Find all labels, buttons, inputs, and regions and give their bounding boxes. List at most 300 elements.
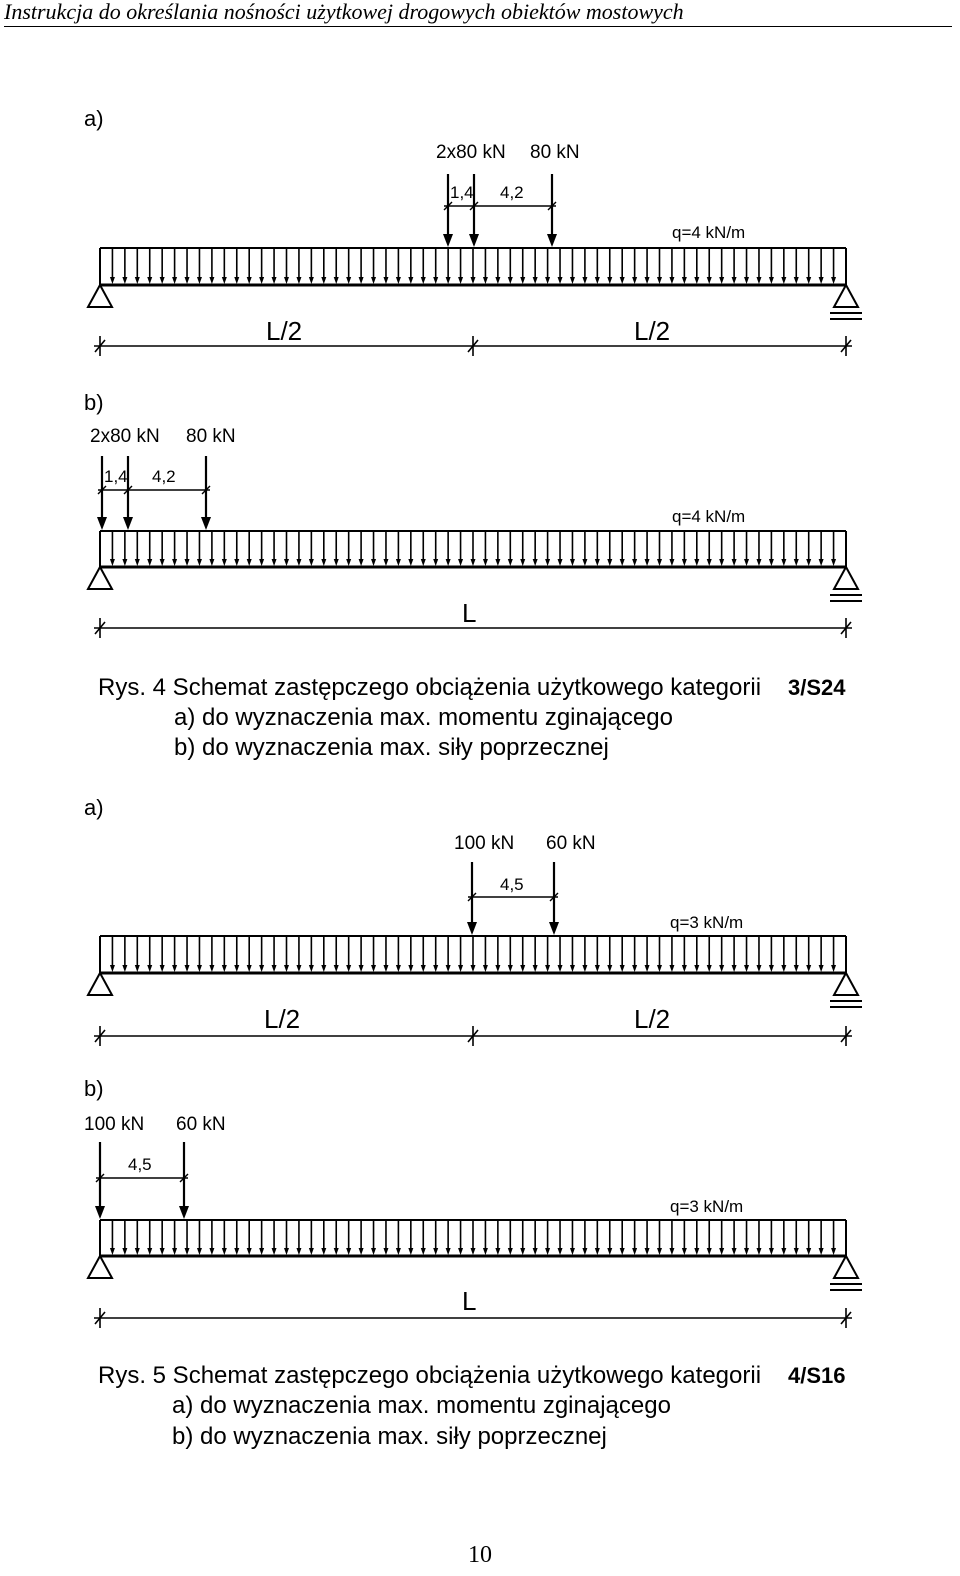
figure4-diagram-a xyxy=(84,106,862,356)
roller-support xyxy=(834,285,858,307)
distributed-load-arrowhead xyxy=(110,277,115,284)
span-label-left: L/2 xyxy=(264,1004,301,1034)
distributed-load-arrowhead xyxy=(558,559,563,566)
pin-support xyxy=(88,567,112,589)
distributed-load-arrowhead xyxy=(135,559,140,566)
distributed-load-arrowhead xyxy=(471,277,476,284)
distributed-load-arrowhead xyxy=(222,965,227,972)
distributed-load-arrowhead xyxy=(508,277,513,284)
distributed-load-arrowhead xyxy=(570,965,575,972)
distributed-load-arrowhead xyxy=(495,277,500,284)
distributed-load-arrowhead xyxy=(483,277,488,284)
dimension-label-1: 4,5 xyxy=(128,1155,152,1174)
distributed-load-arrowhead xyxy=(433,1248,438,1255)
distributed-load-arrowhead xyxy=(284,965,289,972)
distributed-load-arrowhead xyxy=(508,965,513,972)
distributed-load-arrowhead xyxy=(284,1248,289,1255)
dimension-label-2: 4,2 xyxy=(500,183,524,202)
distributed-load-arrowhead xyxy=(185,277,190,284)
distributed-load-arrowhead xyxy=(371,965,376,972)
distributed-load-arrowhead xyxy=(259,965,264,972)
caption-line-3: b) do wyznaczenia max. siły poprzecznej xyxy=(174,734,609,761)
distributed-load-arrowhead xyxy=(122,559,127,566)
distributed-load-arrowhead xyxy=(272,965,277,972)
distributed-load-arrowhead xyxy=(122,277,127,284)
distributed-load-arrowhead xyxy=(769,559,774,566)
distributed-load-arrowhead xyxy=(645,965,650,972)
distributed-load-arrowhead xyxy=(806,277,811,284)
distributed-load-arrowhead xyxy=(806,965,811,972)
distributed-load-arrowhead xyxy=(321,1248,326,1255)
distributed-load-arrowhead xyxy=(570,559,575,566)
distributed-load-arrowhead xyxy=(209,559,214,566)
distributed-load-arrowhead xyxy=(508,559,513,566)
distributed-load-arrowhead xyxy=(185,1248,190,1255)
distributed-load-arrowhead xyxy=(234,965,239,972)
distributed-load-arrowhead xyxy=(359,965,364,972)
distributed-load-arrowhead xyxy=(645,559,650,566)
distributed-load-arrowhead xyxy=(819,277,824,284)
distributed-load-arrowhead xyxy=(794,1248,799,1255)
distributed-load-arrowhead xyxy=(558,277,563,284)
distributed-load-arrowhead xyxy=(383,965,388,972)
distributed-load-arrowhead xyxy=(719,559,724,566)
distributed-load-arrowhead xyxy=(645,277,650,284)
concentrated-load-arrowhead xyxy=(549,922,559,935)
figure4-caption xyxy=(98,674,846,761)
caption-line-3: b) do wyznaczenia max. siły poprzecznej xyxy=(172,1423,607,1450)
distributed-load-arrowhead xyxy=(682,965,687,972)
distributed-load-arrowhead xyxy=(160,1248,165,1255)
distributed-load-arrowhead xyxy=(707,1248,712,1255)
caption-line-2: a) do wyznaczenia max. momentu zginającego xyxy=(174,704,673,731)
load-label-2: 60 kN xyxy=(546,833,596,854)
load-label-2: 80 kN xyxy=(186,426,236,447)
distributed-load-arrowhead xyxy=(197,277,202,284)
distributed-load-arrowhead xyxy=(595,965,600,972)
distributed-load-arrowhead xyxy=(309,965,314,972)
distributed-load-arrowhead xyxy=(756,277,761,284)
beam-assembly xyxy=(88,862,862,1046)
distributed-load-arrowhead xyxy=(197,965,202,972)
distributed-load-arrowhead xyxy=(309,1248,314,1255)
distributed-load-arrowhead xyxy=(383,1248,388,1255)
distributed-load-arrowhead xyxy=(520,1248,525,1255)
distributed-load-arrowhead xyxy=(732,1248,737,1255)
concentrated-load-arrowhead xyxy=(123,517,133,530)
distributed-load-arrowhead xyxy=(147,559,152,566)
pin-support xyxy=(88,285,112,307)
distributed-load-arrowhead xyxy=(185,559,190,566)
distributed-load-arrowhead xyxy=(495,1248,500,1255)
distributed-load-arrowhead xyxy=(147,1248,152,1255)
distributed-load-arrowhead xyxy=(632,965,637,972)
distributed-load-arrowhead xyxy=(471,1248,476,1255)
distributed-load-arrowhead xyxy=(769,277,774,284)
dimension-label-1: 1,4 xyxy=(104,467,128,486)
diagram-label: b) xyxy=(84,390,104,415)
distributed-load-arrowhead xyxy=(471,559,476,566)
figure5-diagram-a xyxy=(84,795,862,1046)
distributed-load-arrowhead xyxy=(135,277,140,284)
distributed-load-arrowhead xyxy=(483,559,488,566)
distributed-load-arrowhead xyxy=(197,559,202,566)
distributed-load-arrowhead xyxy=(794,559,799,566)
distributed-load-arrowhead xyxy=(707,965,712,972)
distributed-load-arrowhead xyxy=(694,965,699,972)
distributed-load-arrowhead xyxy=(520,965,525,972)
pin-support xyxy=(88,1256,112,1278)
load-label-2: 60 kN xyxy=(176,1114,226,1135)
distributed-load-arrowhead xyxy=(794,277,799,284)
load-label-1: 100 kN xyxy=(454,833,515,854)
distributed-load-arrowhead xyxy=(831,965,836,972)
header-title: Instrukcja do określania nośności użytkowej drogowych obiektów mostowych xyxy=(4,0,684,24)
distributed-load-arrowhead xyxy=(110,1248,115,1255)
distributed-load-arrowhead xyxy=(346,277,351,284)
distributed-load-arrowhead xyxy=(209,965,214,972)
distributed-load-arrowhead xyxy=(172,1248,177,1255)
distributed-load-arrowhead xyxy=(247,559,252,566)
distributed-load-arrowhead xyxy=(657,559,662,566)
distributed-load-arrowhead xyxy=(582,1248,587,1255)
distributed-load-arrowhead xyxy=(446,965,451,972)
distributed-load-arrowhead xyxy=(396,965,401,972)
distributed-load-arrowhead xyxy=(272,559,277,566)
distributed-load-arrowhead xyxy=(408,559,413,566)
distributed-load-arrowhead xyxy=(408,277,413,284)
distributed-load-arrowhead xyxy=(421,965,426,972)
distributed-load-arrowhead xyxy=(135,965,140,972)
distributed-load-arrowhead xyxy=(110,965,115,972)
distributed-load-arrowhead xyxy=(296,1248,301,1255)
distributed-load-arrowhead xyxy=(334,559,339,566)
distributed-load-arrowhead xyxy=(620,559,625,566)
distributed-load-arrowhead xyxy=(719,965,724,972)
distributed-load-arrowhead xyxy=(558,965,563,972)
distributed-load-label: q=3 kN/m xyxy=(670,913,744,932)
caption-line-2: a) do wyznaczenia max. momentu zginającego xyxy=(172,1392,671,1419)
distributed-load-arrowhead xyxy=(682,1248,687,1255)
distributed-load-arrowhead xyxy=(756,1248,761,1255)
distributed-load-arrowhead xyxy=(607,1248,612,1255)
distributed-load-label: q=3 kN/m xyxy=(670,1197,744,1216)
span-label: L xyxy=(462,1286,477,1316)
distributed-load-arrowhead xyxy=(620,277,625,284)
distributed-load-arrowhead xyxy=(421,277,426,284)
distributed-load-arrowhead xyxy=(334,965,339,972)
distributed-load-arrowhead xyxy=(483,1248,488,1255)
caption-category: 3/S24 xyxy=(788,675,846,700)
distributed-load-arrowhead xyxy=(446,559,451,566)
distributed-load-arrowhead xyxy=(595,1248,600,1255)
distributed-load-arrowhead xyxy=(533,1248,538,1255)
distributed-load-arrowhead xyxy=(682,277,687,284)
distributed-load-arrowhead xyxy=(247,965,252,972)
distributed-load-arrowhead xyxy=(520,277,525,284)
beam-assembly xyxy=(88,174,862,356)
distributed-load-arrowhead xyxy=(570,277,575,284)
distributed-load-arrowhead xyxy=(669,559,674,566)
distributed-load-arrowhead xyxy=(433,277,438,284)
concentrated-load-arrowhead xyxy=(179,1206,189,1219)
distributed-load-arrowhead xyxy=(533,559,538,566)
distributed-load-arrowhead xyxy=(296,965,301,972)
distributed-load-arrowhead xyxy=(458,1248,463,1255)
distributed-load-arrowhead xyxy=(446,277,451,284)
distributed-load-arrowhead xyxy=(222,277,227,284)
distributed-load-arrowhead xyxy=(172,559,177,566)
distributed-load-arrowhead xyxy=(732,559,737,566)
distributed-load-arrowhead xyxy=(371,559,376,566)
figure5-caption xyxy=(98,1362,846,1450)
distributed-load-arrowhead xyxy=(744,277,749,284)
distributed-load-arrowhead xyxy=(309,559,314,566)
distributed-load-arrowhead xyxy=(645,1248,650,1255)
distributed-load-arrowhead xyxy=(570,1248,575,1255)
distributed-load-arrowhead xyxy=(756,559,761,566)
distributed-load-arrowhead xyxy=(694,559,699,566)
distributed-load-arrowhead xyxy=(296,559,301,566)
distributed-load-arrowhead xyxy=(533,277,538,284)
distributed-load-arrowhead xyxy=(321,965,326,972)
load-label-1: 2x80 kN xyxy=(436,142,506,163)
distributed-load-arrowhead xyxy=(383,277,388,284)
distributed-load-arrowhead xyxy=(545,965,550,972)
distributed-load-arrowhead xyxy=(669,277,674,284)
diagram-label: b) xyxy=(84,1076,104,1101)
distributed-load-arrowhead xyxy=(185,965,190,972)
dimension-label-2: 4,2 xyxy=(152,467,176,486)
distributed-load-arrowhead xyxy=(545,1248,550,1255)
distributed-load-arrowhead xyxy=(744,559,749,566)
span-label: L xyxy=(462,598,477,628)
concentrated-load-arrowhead xyxy=(97,517,107,530)
distributed-load-arrowhead xyxy=(346,559,351,566)
figure4-diagram-b xyxy=(84,390,862,638)
distributed-load-arrowhead xyxy=(781,965,786,972)
distributed-load-arrowhead xyxy=(359,559,364,566)
distributed-load-arrowhead xyxy=(781,277,786,284)
span-label-right: L/2 xyxy=(634,1004,671,1034)
distributed-load-arrowhead xyxy=(284,277,289,284)
distributed-load-arrowhead xyxy=(483,965,488,972)
caption-line-1: Rys. 5 Schemat zastępczego obciążenia użytkowego kategorii xyxy=(98,1362,762,1389)
distributed-load-arrowhead xyxy=(408,965,413,972)
distributed-load-arrowhead xyxy=(309,277,314,284)
distributed-load-arrowhead xyxy=(135,1248,140,1255)
page-number: 10 xyxy=(468,1542,492,1568)
distributed-load-arrowhead xyxy=(620,965,625,972)
distributed-load-arrowhead xyxy=(495,965,500,972)
distributed-load-arrowhead xyxy=(147,965,152,972)
pin-support xyxy=(88,973,112,995)
distributed-load-arrowhead xyxy=(756,965,761,972)
distributed-load-arrowhead xyxy=(321,277,326,284)
load-label-2: 80 kN xyxy=(530,142,580,163)
distributed-load-arrowhead xyxy=(707,559,712,566)
distributed-load-arrowhead xyxy=(147,277,152,284)
load-label-1: 2x80 kN xyxy=(90,426,160,447)
caption-category: 4/S16 xyxy=(788,1363,846,1388)
concentrated-load-arrowhead xyxy=(469,234,479,247)
distributed-load-arrowhead xyxy=(582,277,587,284)
diagram-label: a) xyxy=(84,795,104,820)
distributed-load-arrowhead xyxy=(209,1248,214,1255)
distributed-load-arrowhead xyxy=(632,1248,637,1255)
distributed-load-arrowhead xyxy=(172,965,177,972)
distributed-load-arrowhead xyxy=(222,559,227,566)
distributed-load-arrowhead xyxy=(806,1248,811,1255)
distributed-load-arrowhead xyxy=(359,277,364,284)
distributed-load-arrowhead xyxy=(607,965,612,972)
concentrated-load-arrowhead xyxy=(467,922,477,935)
distributed-load-arrowhead xyxy=(669,965,674,972)
distributed-load-arrowhead xyxy=(471,965,476,972)
distributed-load-arrowhead xyxy=(607,559,612,566)
distributed-load-arrowhead xyxy=(396,1248,401,1255)
distributed-load-arrowhead xyxy=(744,1248,749,1255)
caption-line-1: Rys. 4 Schemat zastępczego obciążenia użytkowego kategorii xyxy=(98,674,762,701)
distributed-load-arrowhead xyxy=(632,559,637,566)
distributed-load-arrowhead xyxy=(819,965,824,972)
distributed-load-arrowhead xyxy=(421,1248,426,1255)
distributed-load-arrowhead xyxy=(296,277,301,284)
distributed-load-arrowhead xyxy=(234,277,239,284)
distributed-load-arrowhead xyxy=(122,965,127,972)
distributed-load-arrowhead xyxy=(794,965,799,972)
distributed-load-arrowhead xyxy=(744,965,749,972)
distributed-load-arrowhead xyxy=(110,559,115,566)
distributed-load-arrowhead xyxy=(160,965,165,972)
distributed-load-arrowhead xyxy=(508,1248,513,1255)
distributed-load-arrowhead xyxy=(806,559,811,566)
roller-support xyxy=(834,567,858,589)
distributed-load-arrowhead xyxy=(259,1248,264,1255)
distributed-load-arrowhead xyxy=(433,559,438,566)
distributed-load-arrowhead xyxy=(247,277,252,284)
distributed-load-arrowhead xyxy=(533,965,538,972)
distributed-load-arrowhead xyxy=(458,559,463,566)
distributed-load-arrowhead xyxy=(396,277,401,284)
distributed-load-arrowhead xyxy=(595,559,600,566)
distributed-load-arrowhead xyxy=(334,277,339,284)
distributed-load-arrowhead xyxy=(781,1248,786,1255)
diagram-label: a) xyxy=(84,106,104,131)
distributed-load-arrowhead xyxy=(371,1248,376,1255)
distributed-load-arrowhead xyxy=(582,559,587,566)
distributed-load-arrowhead xyxy=(831,277,836,284)
distributed-load-arrowhead xyxy=(284,559,289,566)
dimension-label-1: 1,4 xyxy=(450,183,474,202)
distributed-load-arrowhead xyxy=(247,1248,252,1255)
concentrated-load-arrowhead xyxy=(443,234,453,247)
distributed-load-arrowhead xyxy=(719,277,724,284)
concentrated-load-arrowhead xyxy=(95,1206,105,1219)
distributed-load-arrowhead xyxy=(819,559,824,566)
distributed-load-label: q=4 kN/m xyxy=(672,223,746,242)
distributed-load-arrowhead xyxy=(383,559,388,566)
distributed-load-arrowhead xyxy=(259,559,264,566)
distributed-load-arrowhead xyxy=(769,1248,774,1255)
distributed-load-arrowhead xyxy=(732,965,737,972)
figure5-diagram-b xyxy=(84,1076,862,1328)
distributed-load-arrowhead xyxy=(197,1248,202,1255)
distributed-load-arrowhead xyxy=(458,965,463,972)
distributed-load-arrowhead xyxy=(545,559,550,566)
distributed-load-arrowhead xyxy=(346,1248,351,1255)
load-label-1: 100 kN xyxy=(84,1114,145,1135)
distributed-load-arrowhead xyxy=(769,965,774,972)
distributed-load-arrowhead xyxy=(595,277,600,284)
distributed-load-arrowhead xyxy=(122,1248,127,1255)
distributed-load-arrowhead xyxy=(334,1248,339,1255)
distributed-load-arrowhead xyxy=(694,277,699,284)
distributed-load-arrowhead xyxy=(371,277,376,284)
distributed-load-arrowhead xyxy=(732,277,737,284)
distributed-load-arrowhead xyxy=(682,559,687,566)
distributed-load-arrowhead xyxy=(458,277,463,284)
distributed-load-arrowhead xyxy=(582,965,587,972)
distributed-load-arrowhead xyxy=(234,559,239,566)
distributed-load-arrowhead xyxy=(359,1248,364,1255)
distributed-load-arrowhead xyxy=(707,277,712,284)
distributed-load-arrowhead xyxy=(160,559,165,566)
distributed-load-arrowhead xyxy=(446,1248,451,1255)
distributed-load-label: q=4 kN/m xyxy=(672,507,746,526)
distributed-load-arrowhead xyxy=(234,1248,239,1255)
distributed-load-arrowhead xyxy=(396,559,401,566)
distributed-load-arrowhead xyxy=(259,277,264,284)
distributed-load-arrowhead xyxy=(694,1248,699,1255)
distributed-load-arrowhead xyxy=(819,1248,824,1255)
distributed-load-arrowhead xyxy=(719,1248,724,1255)
distributed-load-arrowhead xyxy=(657,1248,662,1255)
distributed-load-arrowhead xyxy=(657,277,662,284)
distributed-load-arrowhead xyxy=(272,277,277,284)
concentrated-load-arrowhead xyxy=(547,234,557,247)
distributed-load-arrowhead xyxy=(781,559,786,566)
distributed-load-arrowhead xyxy=(160,277,165,284)
distributed-load-arrowhead xyxy=(669,1248,674,1255)
distributed-load-arrowhead xyxy=(520,559,525,566)
distributed-load-arrowhead xyxy=(657,965,662,972)
distributed-load-arrowhead xyxy=(209,277,214,284)
distributed-load-arrowhead xyxy=(433,965,438,972)
distributed-load-arrowhead xyxy=(272,1248,277,1255)
distributed-load-arrowhead xyxy=(421,559,426,566)
distributed-load-arrowhead xyxy=(545,277,550,284)
dimension-label-1: 4,5 xyxy=(500,875,524,894)
span-label-left: L/2 xyxy=(266,316,303,346)
distributed-load-arrowhead xyxy=(558,1248,563,1255)
distributed-load-arrowhead xyxy=(346,965,351,972)
distributed-load-arrowhead xyxy=(222,1248,227,1255)
distributed-load-arrowhead xyxy=(408,1248,413,1255)
distributed-load-arrowhead xyxy=(620,1248,625,1255)
concentrated-load-arrowhead xyxy=(201,517,211,530)
distributed-load-arrowhead xyxy=(831,559,836,566)
span-label-right: L/2 xyxy=(634,316,671,346)
distributed-load-arrowhead xyxy=(321,559,326,566)
roller-support xyxy=(834,973,858,995)
roller-support xyxy=(834,1256,858,1278)
distributed-load-arrowhead xyxy=(495,559,500,566)
distributed-load-arrowhead xyxy=(172,277,177,284)
distributed-load-arrowhead xyxy=(607,277,612,284)
distributed-load-arrowhead xyxy=(831,1248,836,1255)
distributed-load-arrowhead xyxy=(632,277,637,284)
